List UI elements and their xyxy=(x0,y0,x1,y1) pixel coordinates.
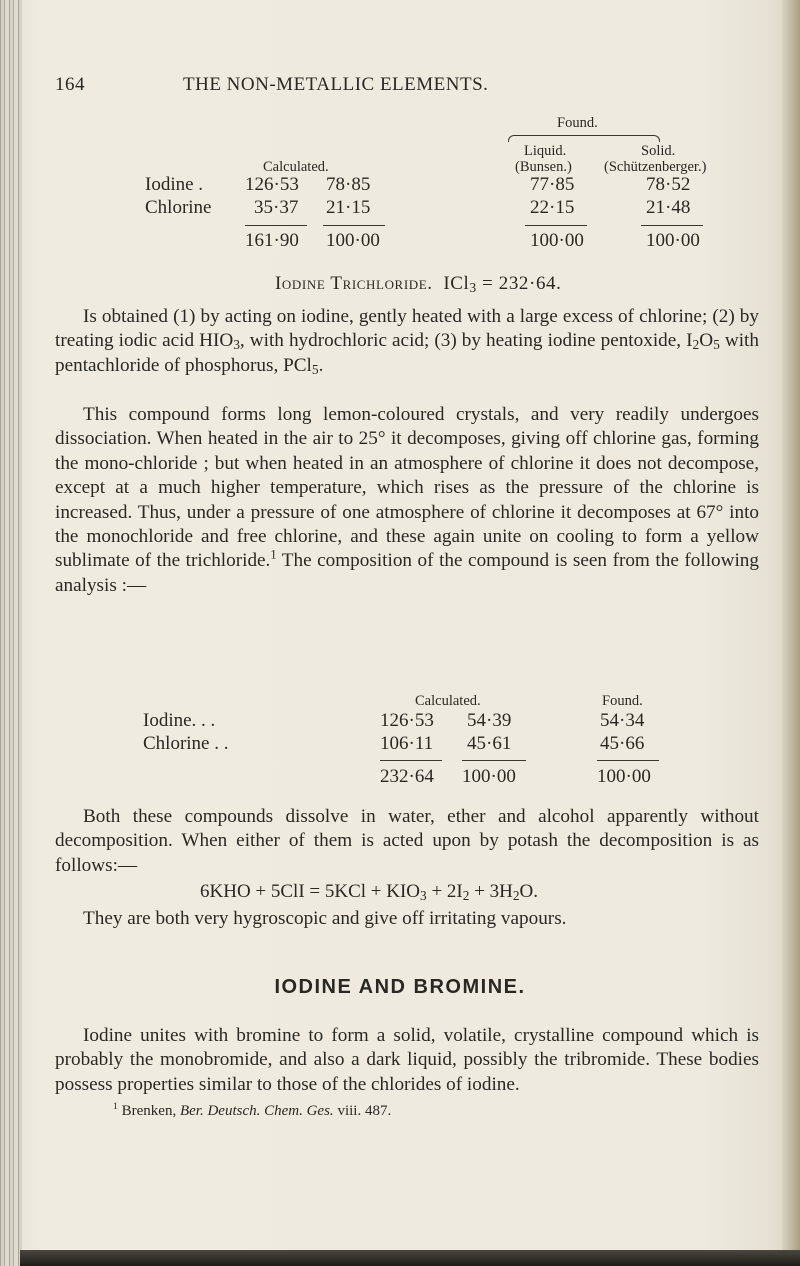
page-right-edge xyxy=(782,0,800,1266)
sum-rule xyxy=(323,225,385,226)
paragraph-properties: This compound forms long lemon-coloured crystals, and very readily undergoes dissociation. When heated in the air to 25° it decomposes, giving off chlorine gas, forming the mono-chloride ; but when heated in an atmosphere of chlorine it does not decompose, except at a much higher temperature, which rises as the pressure of the chlorine is increased. Thus, under a pressure of one atmosphere of chlorine it decomposes at 67° into the monochloride and free chlorine, and these again unite on cooling to form a yellow sublimate of the trichloride.$^1$ The composition of the compound is seen from the following analysis :— xyxy=(55,404,759,596)
sum-rule xyxy=(641,225,703,226)
row-name: Chlorine xyxy=(145,197,212,218)
calculated-header: Calculated. xyxy=(415,693,481,709)
row-calc-2: 21·15 xyxy=(326,197,371,218)
found-header: Found. xyxy=(602,693,643,709)
sum-rule xyxy=(245,225,307,226)
total-solid: 100·00 xyxy=(646,230,700,251)
section-title: IODINE AND BROMINE. xyxy=(274,976,526,998)
row-name: Chlorine . . xyxy=(143,733,229,754)
paragraph-iodine-bromine: Iodine unites with bromine to form a solid, volatile, crystalline compound which is probably the monobromide, and also a dark liquid, possibly the tribromide. These bodies possess properties similar to those of the chlorides of iodine. xyxy=(55,1025,759,1095)
total-calc-2: 100·00 xyxy=(462,766,516,787)
total-calc-1: 161·90 xyxy=(245,230,299,251)
row-found: 45·66 xyxy=(600,733,645,754)
row-found: 54·34 xyxy=(600,710,645,731)
calculated-header: Calculated. xyxy=(263,159,329,175)
liquid-header: Liquid. xyxy=(524,143,567,159)
footnote-journal: Ber. Deutsch. Chem. Ges. xyxy=(179,1103,334,1119)
row-calc-2: 45·61 xyxy=(467,733,512,754)
scan-bottom-border xyxy=(20,1250,800,1266)
total-calc-2: 100·00 xyxy=(326,230,380,251)
footnote: $^1$ Brenken, Ber. Deutsch. Chem. Ges. viii. 487. xyxy=(113,1101,392,1119)
running-title: THE NON-METALLIC ELEMENTS. xyxy=(183,74,489,95)
sum-rule xyxy=(597,760,659,761)
row-name: Iodine. . . xyxy=(143,710,216,731)
found-brace xyxy=(508,135,660,142)
row-calc-1: 106·11 xyxy=(380,733,434,754)
footnote-ref: 1 xyxy=(270,548,277,563)
row-calc-1: 35·37 xyxy=(254,197,299,218)
section-heading-trichloride xyxy=(275,273,562,295)
paragraph-preparation: Is obtained (1) by acting on iodine, gently heated with a large excess of chlorine; (2) by treating iodic acid $HIO_3$, with hydrochloric acid; (3) by heating iodine pentoxide, $I_2O_5$ with pentachloride of phosphorus, PCl$_5$. xyxy=(55,306,759,377)
page-binding-edge xyxy=(0,0,22,1266)
sum-rule xyxy=(525,225,587,226)
total-calc-1: 232·64 xyxy=(380,766,434,787)
row-calc-2: 54·39 xyxy=(467,710,512,731)
row-solid: 78·52 xyxy=(646,174,691,195)
solid-source: (Schützenberger.) xyxy=(604,159,707,175)
total-found: 100·00 xyxy=(597,766,651,787)
row-calc-2: 78·85 xyxy=(326,174,371,195)
sum-rule xyxy=(380,760,442,761)
row-calc-1: 126·53 xyxy=(245,174,299,195)
footnote-number: 1 xyxy=(113,1101,118,1112)
paragraph-hygroscopic: They are both very hygroscopic and give off irritating vapours. xyxy=(83,908,567,929)
heading-formula: ICl$_3$ = 232·64. xyxy=(443,273,562,295)
row-liquid: 22·15 xyxy=(530,197,575,218)
row-calc-1: 126·53 xyxy=(380,710,434,731)
solid-header: Solid. xyxy=(641,143,676,159)
row-name: Iodine . xyxy=(145,174,204,195)
page-number: 164 xyxy=(55,74,85,95)
total-liquid: 100·00 xyxy=(530,230,584,251)
row-solid: 21·48 xyxy=(646,197,691,218)
liquid-source: (Bunsen.) xyxy=(515,159,572,175)
sum-rule xyxy=(462,760,526,761)
equation: $6KHO + 5ClI = 5KCl + KIO_3 + 2I_2 + 3H_2O$. xyxy=(200,881,538,903)
found-header: Found. xyxy=(557,115,598,131)
heading-name: Iodine Trichloride. xyxy=(275,273,433,294)
row-liquid: 77·85 xyxy=(530,174,575,195)
paragraph-solubility: Both these compounds dissolve in water, ether and alcohol apparently without decomposition. When either of them is acted upon by potash the decomposition is as follows:— xyxy=(55,806,759,876)
